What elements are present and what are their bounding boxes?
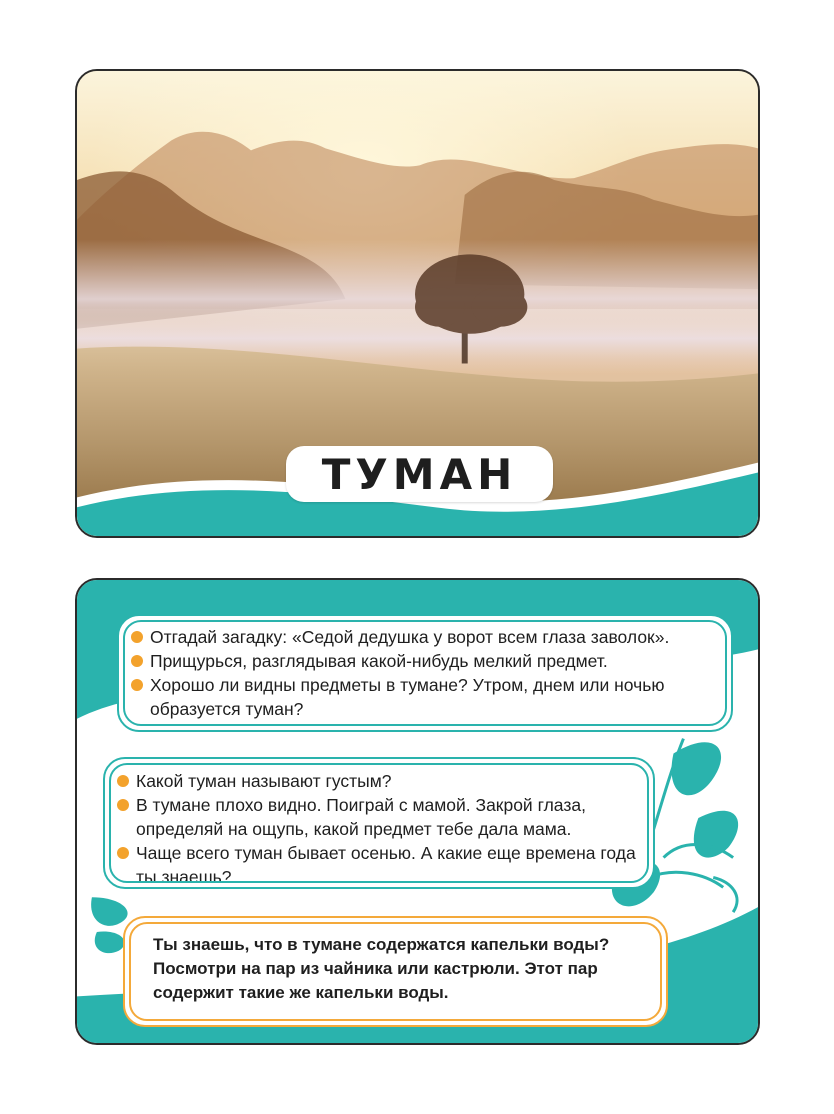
bullet-icon [131, 679, 143, 691]
fact-block [123, 916, 668, 1027]
bullet-icon [131, 655, 143, 667]
fact-text: Ты знаешь, что в тумане содержатся капельки воды? Посмотри на пар из чайника или кастрюли. Этот пар содержит такие же капельки воды. [153, 935, 610, 1002]
bullet-icon [131, 631, 143, 643]
questions-block-1 [117, 614, 733, 732]
front-card [75, 69, 760, 538]
list-item: В тумане плохо видно. Поиграй с мамой. Закрой глаза, определяй на ощупь, какой предмет тебе дала мама. [115, 793, 653, 841]
list-item: Прищурься, разглядывая какой-нибудь мелкий предмет. [129, 649, 731, 673]
bullet-icon [117, 847, 129, 859]
bullet-icon [117, 775, 129, 787]
list-item: Какой туман называют густым? [115, 769, 653, 793]
list-item: Чаще всего туман бывает осенью. А какие еще времена года ты знаешь? [115, 841, 653, 889]
card-title: ТУМАН [321, 449, 518, 499]
title-badge [286, 446, 553, 502]
bullet-icon [117, 799, 129, 811]
questions-block-2 [103, 757, 655, 889]
list-item: Отгадай загадку: «Седой дедушка у ворот всем глаза заволок». [129, 625, 731, 649]
back-card [75, 578, 760, 1045]
list-item: Хорошо ли видны предметы в тумане? Утром, днем или ночью образуется туман? [129, 673, 731, 721]
